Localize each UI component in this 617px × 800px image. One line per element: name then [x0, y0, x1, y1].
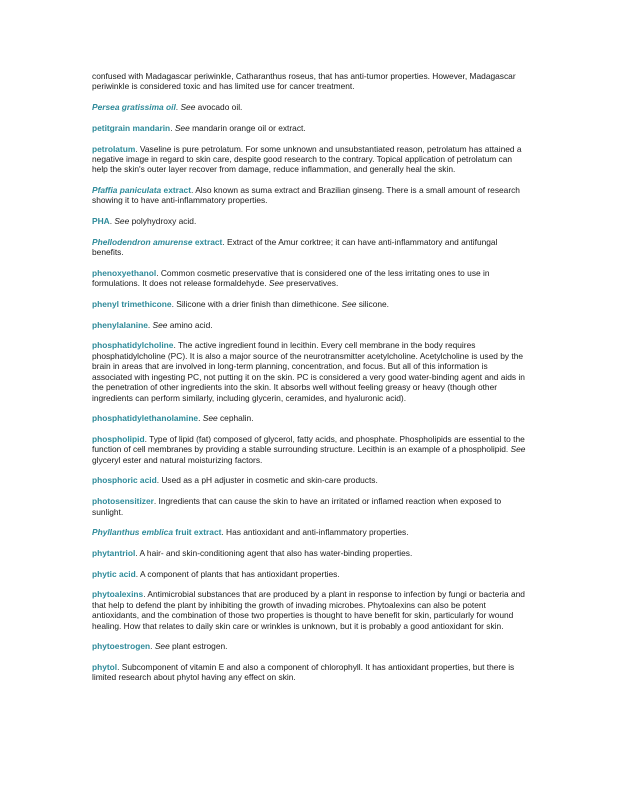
entry-text: . Used as a pH adjuster in cosmetic and skin-care products.	[156, 475, 378, 486]
glossary-entry	[92, 413, 530, 423]
glossary-entry	[92, 299, 530, 309]
entry-term: petitgrain mandarin	[92, 122, 171, 133]
glossary-entry	[92, 434, 530, 465]
entry-text: . Antimicrobial substances that are produced by a plant in response to infection by fungi or bacteria and that help to defend the plant by inhibiting the growth of invading microbes. Phytoalexins can also be potent antioxidants, and the combination of those two properties is thought to have benefit for skin, particularly for wound healing. How that relates to daily skin care or wrinkles is unknown, but it is probably a good antioxidant for skin.	[92, 589, 525, 631]
entry-term: Phellodendron amurense	[92, 236, 193, 247]
entry-text: . Also known as suma extract and Brazilian ginseng. There is a small amount of research showing it to have anti-inflammatory properties.	[92, 185, 520, 206]
entry-text: . Subcomponent of vitamin E and also a component of chlorophyll. It has antioxidant properties, but there is limited research about phytol having any effect on skin.	[92, 661, 515, 683]
glossary-entry	[92, 216, 530, 226]
entry-term: extract	[161, 185, 191, 196]
entry-text: . Silicone with a drier finish than dimethicone.	[171, 299, 342, 310]
entry-text: amino acid.	[167, 319, 213, 330]
entry-term: phospholipid	[92, 433, 145, 444]
entry-term: phosphoric acid	[92, 475, 157, 486]
entry-text: avocado oil.	[195, 102, 243, 113]
glossary-entry	[92, 496, 530, 517]
entry-term: PHA	[92, 216, 110, 227]
glossary-entry	[92, 589, 530, 631]
entry-term: petrolatum	[92, 143, 136, 154]
entry-text: . Ingredients that can cause the skin to have an irritated or inflamed reaction when exposed to sunlight.	[92, 496, 502, 517]
see-reference: See	[154, 641, 170, 652]
entry-text: .	[150, 641, 155, 652]
see-reference: See	[180, 102, 196, 113]
entry-text: plant estrogen.	[169, 641, 228, 652]
entry-text: .	[170, 122, 175, 133]
entry-text: . A component of plants that has antioxidant properties.	[135, 568, 340, 579]
entry-term: phenylalanine	[92, 319, 148, 330]
entry-text: preservatives.	[283, 278, 339, 289]
entry-text: .	[109, 216, 115, 227]
entry-text: . Has antioxidant and anti-inflammatory properties.	[221, 527, 409, 538]
glossary-entry	[92, 123, 530, 133]
entry-term: phytic acid	[92, 568, 136, 579]
entry-text: .	[175, 102, 181, 113]
glossary-entry	[92, 662, 530, 683]
entry-text: .	[198, 413, 203, 424]
see-reference: See	[341, 299, 357, 310]
see-reference: See	[510, 444, 526, 455]
glossary-entry	[92, 569, 530, 579]
glossary-entry	[92, 71, 530, 92]
entry-text: . A hair- and skin-conditioning agent that also has water-binding properties.	[135, 547, 413, 558]
entry-term: phenyl trimethicone	[92, 299, 172, 310]
entry-term: photosensitizer	[92, 496, 154, 507]
glossary-entry	[92, 268, 530, 289]
glossary-entry	[92, 548, 530, 558]
glossary-entry	[92, 475, 530, 485]
see-reference: See	[202, 413, 218, 424]
entry-text: glyceryl ester and natural moisturizing factors.	[92, 454, 263, 465]
glossary-page	[92, 71, 530, 693]
glossary-entry	[92, 237, 530, 258]
entry-text: confused with Madagascar periwinkle, Catharanthus roseus, that has anti-tumor properties. However, Madagascar periwinkle is considered toxic and has limited use for cancer treatment.	[92, 71, 516, 92]
glossary-entry	[92, 527, 530, 537]
entry-term: phytol	[92, 661, 118, 672]
see-reference: See	[174, 122, 190, 133]
entry-text: . Type of lipid (fat) composed of glycerol, fatty acids, and phosphate. Phospholipids are essential to the function of cell membranes by providing a stable surrounding structure. Lecithin is an example of a phospholipid.	[92, 433, 525, 455]
glossary-entry	[92, 340, 530, 402]
see-reference: See	[152, 319, 168, 330]
entry-term: phytantriol	[92, 547, 136, 558]
entry-text: . Common cosmetic preservative that is considered one of the less irritating ones to use in formulations. It does not release formaldehyde.	[92, 267, 490, 289]
glossary-entry	[92, 185, 530, 206]
entry-term: extract	[192, 236, 223, 247]
entry-term: fruit extract	[172, 527, 222, 538]
entry-text: .	[147, 319, 153, 330]
entry-term: phosphatidylcholine	[92, 340, 174, 351]
entry-term: Phyllanthus emblica	[92, 527, 173, 538]
glossary-entry	[92, 102, 530, 112]
glossary-entry	[92, 641, 530, 651]
entry-term: Persea gratissima oil	[92, 102, 176, 113]
glossary-entry	[92, 144, 530, 175]
entry-text: . The active ingredient found in lecithin. Every cell membrane in the body requires phosphatidylcholine (PC). It is also a major source of the neurotransmitter acetylcholine. Acetylcholine is used by the brain in areas that are involved in long-term planning, concentration, and focus. But all of this information is associated with ingesting PC, not putting it on the skin. PC is considered a very good water-binding agent and aids in the penetration of other ingredients into the skin. It absorbs well without feeling greasy or heavy (though other ingredients can perform similarly, including glycerin, ceramides, and hyaluronic acid).	[92, 340, 525, 403]
see-reference: See	[268, 278, 284, 289]
entry-term: Pfaffia paniculata	[92, 185, 162, 196]
entry-text: silicone.	[356, 299, 389, 310]
entry-term: phenoxyethanol	[92, 267, 157, 278]
entry-term: phosphatidylethanolamine	[92, 413, 199, 424]
entry-text: . Vaseline is pure petrolatum. For some unknown and unsubstantiated reason, petrolatum has attained a negative image in regard to skin care, despite good research to the contrary. Topical application of petrolatum can help the skin's outer layer recover from damage, reduce inflammation, and generally heal the skin.	[92, 143, 522, 175]
entry-term: phytoestrogen	[92, 641, 151, 652]
glossary-entry	[92, 320, 530, 330]
see-reference: See	[114, 216, 130, 227]
entry-text: polyhydroxy acid.	[129, 216, 197, 227]
entry-text: cephalin.	[217, 413, 254, 424]
entry-text: . Extract of the Amur corktree; it can have anti-inflammatory and antifungal benefits.	[92, 236, 498, 258]
entry-text: mandarin orange oil or extract.	[189, 122, 306, 133]
entry-term: phytoalexins	[92, 589, 144, 600]
